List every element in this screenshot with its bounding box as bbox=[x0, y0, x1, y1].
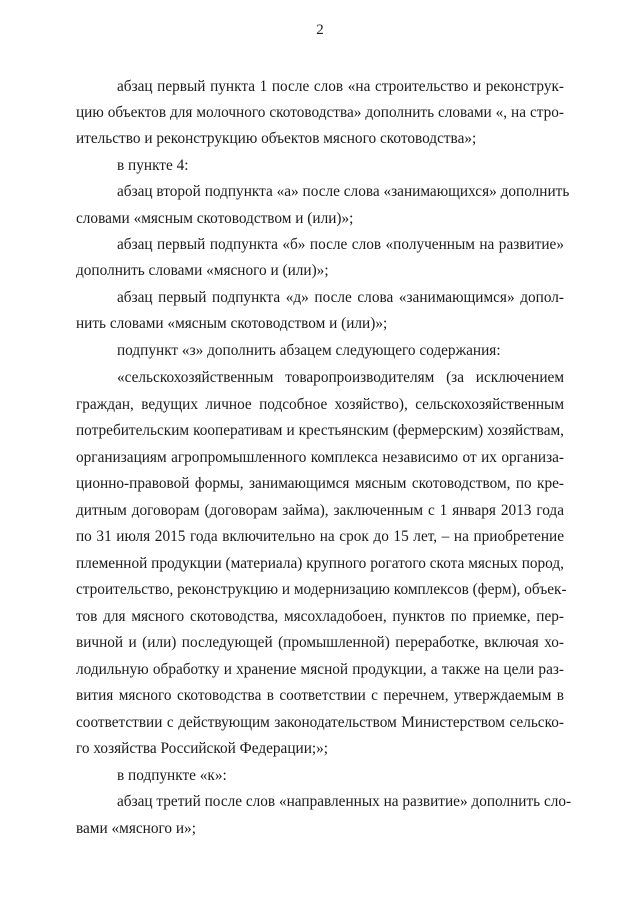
paragraph-line: подпункт «з» дополнить абзацем следующего содержания: bbox=[117, 342, 501, 359]
paragraph-line: в пункте 4: bbox=[117, 157, 189, 174]
paragraph-line: в подпункте «к»: bbox=[117, 767, 227, 784]
paragraph-line: дополнить словами «мясного и (или)»; bbox=[76, 262, 329, 279]
paragraph-line: цию объектов для молочного скотоводства» дополнить словами «, на стро- bbox=[76, 104, 564, 121]
paragraph-line: вичной и (или) последующей (промышленной) переработке, включая хо- bbox=[76, 634, 564, 651]
paragraph-line: граждан, ведущих личное подсобное хозяйство), сельскохозяйственным bbox=[76, 396, 564, 413]
paragraph-line: абзац третий после слов «направленных на развитие» дополнить сло- bbox=[117, 793, 572, 810]
paragraph-line: потребительским кооперативам и крестьянским (фермерским) хозяйствам, bbox=[76, 422, 564, 439]
paragraph-line: абзац первый пункта 1 после слов «на строительство и реконструк- bbox=[117, 78, 564, 95]
paragraph-line: ционно-правовой формы, занимающимся мясным скотоводством, по кре- bbox=[76, 475, 564, 492]
paragraph-line: организациям агропромышленного комплекса независимо от их организа- bbox=[76, 449, 564, 466]
paragraph-line: соответствии с действующим законодательством Министерством сельско- bbox=[76, 714, 564, 731]
paragraph-line: тов для мясного скотоводства, мясохладобоен, пунктов по приемке, пер- bbox=[76, 608, 564, 625]
paragraph-line: по 31 июля 2015 года включительно на срок до 15 лет, – на приобретение bbox=[76, 528, 564, 545]
paragraph-line: «сельскохозяйственным товаропроизводителям (за исключением bbox=[117, 369, 564, 386]
paragraph-line: словами «мясным скотоводством и (или)»; bbox=[76, 210, 354, 227]
paragraph-line: абзац второй подпункта «а» после слова «занимающихся» дополнить bbox=[117, 183, 570, 200]
paragraph-line: вития мясного скотоводства в соответствии с перечнем, утверждаемым в bbox=[76, 687, 564, 704]
paragraph-line: го хозяйства Российской Федерации;»; bbox=[76, 740, 329, 757]
paragraph-line: дитным договорам (договорам займа), заключенным с 1 января 2013 года bbox=[76, 502, 564, 519]
paragraph-line: племенной продукции (материала) крупного рогатого скота мясных пород, bbox=[76, 555, 564, 572]
paragraph-line: вами «мясного и»; bbox=[76, 820, 196, 837]
paragraph-line: абзац первый подпункта «б» после слов «полученным на развитие» bbox=[117, 236, 564, 253]
paragraph-line: ительство и реконструкцию объектов мясного скотоводства»; bbox=[76, 130, 477, 147]
paragraph-line: нить словами «мясным скотоводством и (или)»; bbox=[76, 315, 388, 332]
page-number: 2 bbox=[316, 22, 324, 38]
paragraph-line: абзац первый подпункта «д» после слова «занимающимся» допол- bbox=[117, 289, 564, 306]
paragraph-line: строительство, реконструкцию и модернизацию комплексов (ферм), объек- bbox=[76, 581, 567, 598]
paragraph-line: лодильную обработку и хранение мясной продукции, а также на цели раз- bbox=[76, 661, 564, 678]
